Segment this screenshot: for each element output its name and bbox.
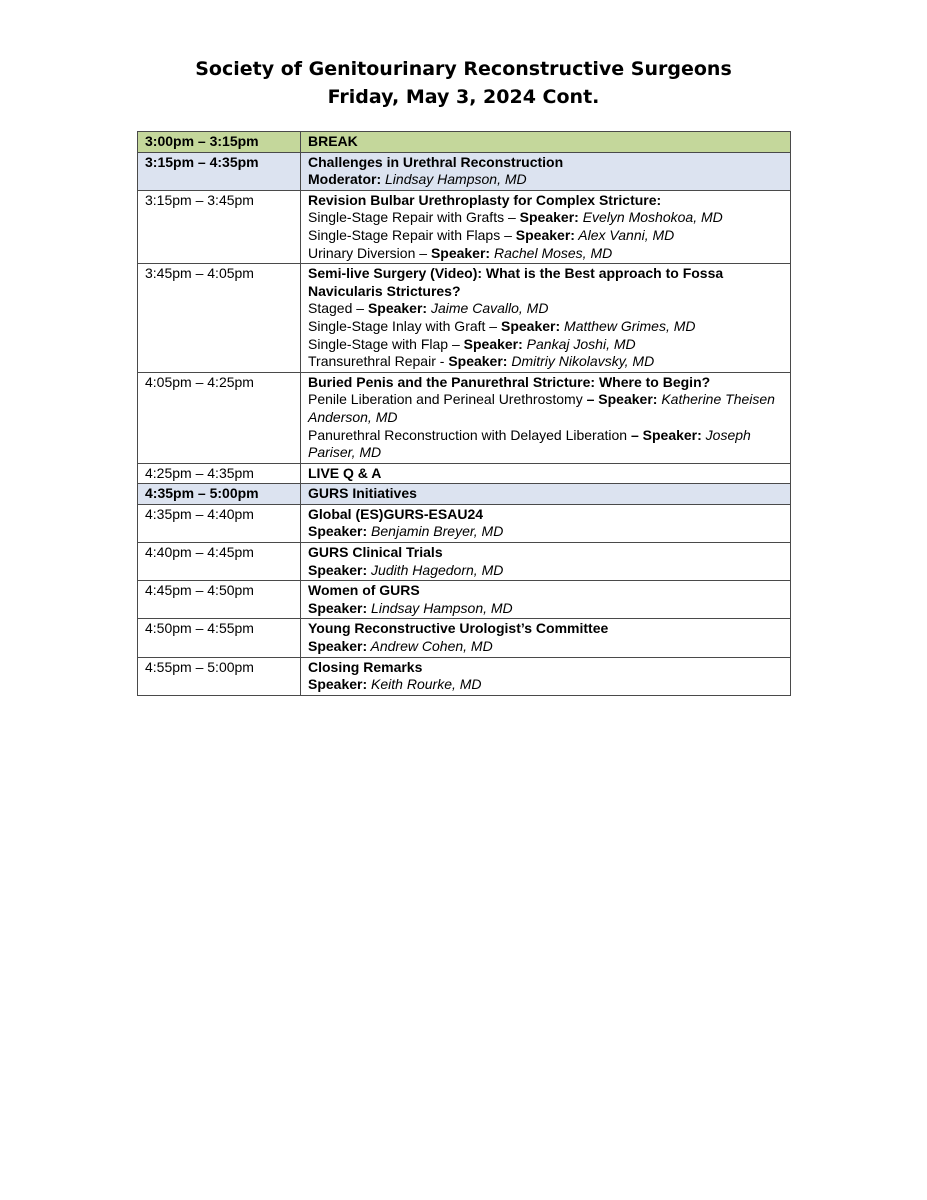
role-label: Speaker: [308, 676, 368, 693]
session-detail-line [308, 600, 784, 618]
session-time: 4:35pm – 5:00pm [138, 484, 301, 505]
person-name: Matthew Grimes, MD [560, 317, 696, 334]
talk-topic: Single-Stage with Flap – [308, 335, 464, 352]
session-detail-line [308, 523, 784, 541]
session-title-line [308, 192, 784, 210]
person-name: Pankaj Joshi, MD [522, 335, 636, 352]
session-title: Young Reconstructive Urologist’s Committee [308, 620, 609, 637]
session-row [138, 543, 791, 581]
session-detail-line [308, 300, 784, 318]
session-title: Women of GURS [308, 582, 420, 599]
role-label: Speaker: [308, 561, 368, 578]
role-label: Speaker: [501, 317, 561, 334]
session-time: 4:05pm – 4:25pm [138, 372, 301, 463]
document-title: Society of Genitourinary Reconstructive Surgeons [195, 58, 732, 80]
session-detail-line [308, 245, 784, 263]
session-time: 4:50pm – 4:55pm [138, 619, 301, 657]
role-label: Speaker: [367, 300, 428, 317]
session-time: 4:35pm – 4:40pm [138, 504, 301, 542]
session-title: LIVE Q & A [308, 464, 382, 481]
person-name: Rachel Moses, MD [490, 244, 613, 261]
role-label: Speaker: [463, 335, 523, 352]
session-row [138, 264, 791, 373]
session-detail-line [308, 353, 784, 371]
session-title-line [308, 374, 784, 392]
talk-topic: Single-Stage Repair with Flaps – [308, 226, 516, 243]
session-details [301, 152, 791, 190]
session-details [301, 619, 791, 657]
person-name: Jaime Cavallo, MD [427, 300, 549, 317]
session-row [138, 372, 791, 463]
talk-topic: Single-Stage Repair with Grafts – [308, 209, 520, 226]
session-time: 3:15pm – 3:45pm [138, 190, 301, 263]
person-name: Katherine Theisen Anderson, MD [308, 391, 775, 425]
session-title: Buried Penis and the Panurethral Stricture: Where to Begin? [308, 373, 711, 390]
person-name: Alex Vanni, MD [574, 226, 675, 243]
session-title-line [308, 265, 784, 300]
session-detail-line [308, 638, 784, 656]
session-row [138, 581, 791, 619]
session-row [138, 619, 791, 657]
document-subtitle: Friday, May 3, 2024 Cont. [327, 86, 600, 108]
session-row [138, 657, 791, 695]
person-name: Judith Hagedorn, MD [367, 561, 504, 578]
session-title: Global (ES)GURS-ESAU24 [308, 505, 484, 522]
session-time: 4:25pm – 4:35pm [138, 463, 301, 484]
session-title-line [308, 544, 784, 562]
session-details [301, 657, 791, 695]
session-detail-line [308, 676, 784, 694]
session-title-line [308, 659, 784, 677]
session-detail-line [308, 562, 784, 580]
talk-topic: Panurethral Reconstruction with Delayed Liberation [308, 426, 631, 443]
role-label: Moderator: [308, 171, 382, 188]
session-detail-line [308, 427, 784, 462]
role-label: – Speaker: [630, 426, 702, 443]
schedule-table [137, 131, 791, 696]
session-title-line [308, 465, 784, 483]
session-title-line [308, 620, 784, 638]
role-label: Speaker: [308, 638, 368, 655]
person-name: Joseph Pariser, MD [308, 426, 751, 461]
role-label: Speaker: [515, 226, 575, 243]
session-details [301, 484, 791, 505]
role-label: Speaker: [308, 523, 368, 540]
session-details [301, 132, 791, 153]
session-title: Challenges in Urethral Reconstruction [308, 153, 564, 170]
person-name: Benjamin Breyer, MD [367, 523, 504, 540]
session-time: 3:15pm – 4:35pm [138, 152, 301, 190]
session-title-line [308, 154, 784, 172]
session-details [301, 543, 791, 581]
talk-topic: Urinary Diversion – [308, 244, 431, 261]
talk-topic: Staged – [308, 300, 368, 317]
session-title: Semi-live Surgery (Video): What is the Best approach to Fossa Navicularis Strictures? [308, 265, 724, 299]
session-row [138, 504, 791, 542]
session-title: Revision Bulbar Urethroplasty for Complex Stricture: [308, 191, 662, 208]
talk-topic: Transurethral Repair - [308, 353, 449, 370]
session-detail-line [308, 336, 784, 354]
role-label: Speaker: [519, 209, 579, 226]
session-details [301, 504, 791, 542]
session-details [301, 581, 791, 619]
session-row [138, 190, 791, 263]
session-title-line [308, 485, 784, 503]
session-time: 3:00pm – 3:15pm [138, 132, 301, 153]
session-title-line [308, 582, 784, 600]
session-time: 4:55pm – 5:00pm [138, 657, 301, 695]
session-detail-line [308, 318, 784, 336]
role-label: Speaker: [430, 244, 491, 261]
session-title: GURS Initiatives [308, 485, 417, 502]
session-title-line [308, 133, 784, 151]
document-header [0, 55, 927, 111]
session-details [301, 463, 791, 484]
session-details [301, 190, 791, 263]
section-header-row [138, 484, 791, 505]
session-title: BREAK [308, 133, 358, 149]
session-title-line [308, 506, 784, 524]
break-row [138, 132, 791, 153]
role-label: Speaker: [308, 599, 368, 616]
session-detail-line [308, 171, 784, 189]
person-name: Evelyn Moshokoa, MD [578, 209, 723, 226]
session-time: 3:45pm – 4:05pm [138, 264, 301, 373]
person-name: Lindsay Hampson, MD [381, 171, 527, 188]
session-details [301, 372, 791, 463]
session-details [301, 264, 791, 373]
session-time: 4:45pm – 4:50pm [138, 581, 301, 619]
session-row [138, 463, 791, 484]
person-name: Keith Rourke, MD [367, 676, 482, 693]
schedule-body [138, 132, 791, 696]
person-name: Andrew Cohen, MD [367, 638, 493, 655]
session-detail-line [308, 209, 784, 227]
section-header-row [138, 152, 791, 190]
person-name: Lindsay Hampson, MD [367, 599, 513, 616]
session-time: 4:40pm – 4:45pm [138, 543, 301, 581]
talk-topic: Penile Liberation and Perineal Urethrostomy [308, 391, 587, 408]
session-detail-line [308, 391, 784, 426]
role-label: – Speaker: [586, 391, 658, 408]
talk-topic: Single-Stage Inlay with Graft – [308, 317, 501, 334]
session-title: Closing Remarks [308, 658, 423, 675]
role-label: Speaker: [448, 353, 508, 370]
session-detail-line [308, 227, 784, 245]
session-title: GURS Clinical Trials [308, 544, 443, 561]
person-name: Dmitriy Nikolavsky, MD [507, 353, 655, 370]
